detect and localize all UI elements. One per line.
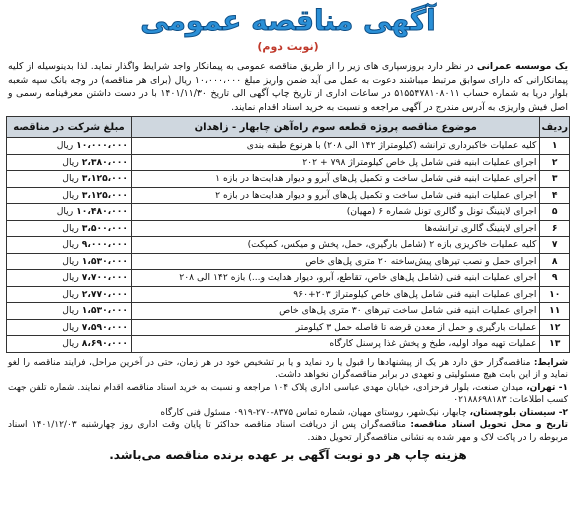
row-description: کلیه عملیات خاکریزی بازه ۲ (شامل بارگیری، حمل، پخش و میکس، کمپکت) (132, 237, 540, 254)
row-amount: ۱۰،۴۸۰،۰۰۰ریال (7, 204, 132, 221)
row-amount: ۲،۳۸۰،۰۰۰ریال (7, 154, 132, 171)
table-row (7, 220, 570, 237)
row-amount: ۱۰،۰۰۰،۰۰۰ریال (7, 138, 132, 155)
intro-paragraph (8, 60, 568, 114)
row-description: کلیه عملیات خاکبرداری ترانشه (کیلومتراژ ۱۴۲ الی ۲۰۸) با هرنوع طبقه بندی (132, 138, 540, 155)
conditions-note: شرایط: مناقصه‌گزار حق دارد هر یک از پیشنهادها را قبول یا رد نماید و یا بر تشخیص خود در هر زمان، حتی در آخرین مراحل، فرایند مناقصه را لغو نماید و از این بابت هیچ مسئولیتی و تعهدی در برابر مناقصه‌گران نخواهد داشت. (8, 357, 568, 381)
row-number: ۵ (540, 204, 570, 221)
row-amount: ۸،۶۹۰،۰۰۰ریال (7, 336, 132, 353)
row-number: ۱۳ (540, 336, 570, 353)
table-row (7, 286, 570, 303)
intro-text: در نظر دارد بروزسپاری های زیر را از طریق مناقصه عمومی به پیمانکار واجد شرایط واگذار نماید. لذا بدینوسیله از کلیه پیمانکارانی که دارای سوابق مرتبط میباشند دعوت به عمل می آید ضمن واریز مبلغ ۱۰،۰۰۰،۰۰۰ ریال (برای هر مناقصه) در وجه بانک سپه شعبه بلوار دریا به شماره حساب ۵۱۵۵۴۷۸۱۰۸۰۱۱ در ساعات اداری از تاریخ چاپ آگهی الی تاریخ ۱۴۰۱/۱۱/۳۰ با در دست داشتن معرفینامه رسمی و اصل فیش واریزی به آدرس مندرج در آگهی مراجعه و نسبت به خرید اسناد اقدام نمایند. (8, 61, 569, 113)
row-number: ۱۲ (540, 319, 570, 336)
row-amount: ۳،۵۰۰،۰۰۰ریال (7, 220, 132, 237)
row-description: اجرای عملیات ابنیه فنی شامل پل‌های خاص کیلومتراژ ۲۰۳+۹۶۰ (132, 286, 540, 303)
tender-table (6, 116, 570, 353)
table-row (7, 154, 570, 171)
row-number: ۷ (540, 237, 570, 254)
row-number: ۹ (540, 270, 570, 287)
row-amount: ۱،۵۳۰،۰۰۰ریال (7, 303, 132, 320)
notice-banner (138, 4, 438, 60)
row-number: ۴ (540, 187, 570, 204)
row-description: اجرای عملیات ابنیه فنی شامل پل خاص کیلومتراژ ۷۹۸ + ۲۰۲ (132, 154, 540, 171)
row-description: اجرای لاینینگ تونل و گالری تونل شماره ۶ (مهیان) (132, 204, 540, 221)
table-row (7, 204, 570, 221)
notice-subtitle: (نوبت دوم) (257, 40, 319, 53)
row-description: عملیات تهیه مواد اولیه، طبخ و پخش غذا پرسنل کارگاه (132, 336, 540, 353)
row-amount: ۳،۱۲۵،۰۰۰ریال (7, 187, 132, 204)
table-row (7, 138, 570, 155)
table-row (7, 319, 570, 336)
footer-note: هزینه چاپ هر دو نوبت آگهی بر عهده برنده مناقصه می‌باشد. (109, 447, 467, 462)
row-description: اجرای لاینینگ گالری ترانشه‌ها (132, 220, 540, 237)
table-row (7, 303, 570, 320)
notes-section (8, 357, 568, 445)
row-amount: ۷،۷۰۰،۰۰۰ریال (7, 270, 132, 287)
row-amount: ۳،۱۲۵،۰۰۰ریال (7, 171, 132, 188)
row-description: اجرای عملیات ابنیه فنی شامل ساخت تیرهای ۳۰ متری پل‌های خاص (132, 303, 540, 320)
address-tehran: ۱- تهران، میدان صنعت، بلوار فرحزادی، خیابان مهدی عباسی اداری پلاک ۱۰۴ مراجعه و نسبت به خرید اسناد مناقصه اقدام نمایند. شماره تلفن جهت کسب اطلاعات: ۰۲۱۸۸۶۹۸۱۸۳ (8, 382, 568, 406)
table-row (7, 187, 570, 204)
row-description: اجرای حمل و نصب تیرهای پیش‌ساخته ۲۰ متری پل‌های خاص (132, 253, 540, 270)
row-amount: ۱،۵۳۰،۰۰۰ریال (7, 253, 132, 270)
table-row (7, 171, 570, 188)
row-description: عملیات بارگیری و حمل از معدن قرضه تا فاصله حمل ۳ کیلومتر (132, 319, 540, 336)
table-row (7, 336, 570, 353)
row-amount: ۷،۵۹۰،۰۰۰ریال (7, 319, 132, 336)
address-sistan: ۲- سیستان بلوچستان، چابهار، نیک‌شهر، روستای مهیان، شماره تماس ۸۳۷۵-۲۷۰-۰۹۱۹ مسئول فنی کارگاه (160, 407, 568, 418)
table-row (7, 237, 570, 254)
row-amount: ۲،۷۷۰،۰۰۰ریال (7, 286, 132, 303)
table-row (7, 270, 570, 287)
row-description: اجرای عملیات ابنیه فنی شامل ساخت و تکمیل پل‌های آبرو و دیوار هدایت‌ها در بازه ۱ (132, 171, 540, 188)
header-row-number: ردیف (540, 117, 570, 138)
header-amount: مبلغ شرکت در مناقصه (7, 117, 132, 138)
row-number: ۱ (540, 138, 570, 155)
row-number: ۸ (540, 253, 570, 270)
row-description: اجرای عملیات ابنیه فنی شامل ساخت و تکمیل پل‌های آبرو و دیوار هدایت‌ها در بازه ۲ (132, 187, 540, 204)
intro-company: یک موسسه عمرانی (476, 61, 569, 72)
row-number: ۶ (540, 220, 570, 237)
notice-title: آگهی مناقصه عمومی (140, 4, 436, 37)
row-number: ۳ (540, 171, 570, 188)
row-amount: ۹،۰۰۰،۰۰۰ریال (7, 237, 132, 254)
table-header-row (7, 117, 570, 138)
row-number: ۲ (540, 154, 570, 171)
header-description: موضوع مناقصه پروژه قطعه سوم راه‌آهن چابهار - زاهدان (132, 117, 540, 138)
deadline-note: تاریخ و محل تحویل اسناد مناقصه: مناقصه‌گران پس از دریافت اسناد مناقصه حداکثر تا پایان وقت اداری روز چهارشنبه ۱۴۰۱/۱۲/۰۳ اسناد مربوطه را در پاکت لاک و مهر شده به نشانی مناقصه‌گزار تحویل دهند. (8, 420, 568, 444)
table-row (7, 253, 570, 270)
row-description: اجرای عملیات ابنیه فنی (شامل پل‌های خاص، تقاطع، آبرو، دیوار هدایت و...) بازه ۱۴۲ الی ۲۰۸ (132, 270, 540, 287)
row-number: ۱۱ (540, 303, 570, 320)
row-number: ۱۰ (540, 286, 570, 303)
